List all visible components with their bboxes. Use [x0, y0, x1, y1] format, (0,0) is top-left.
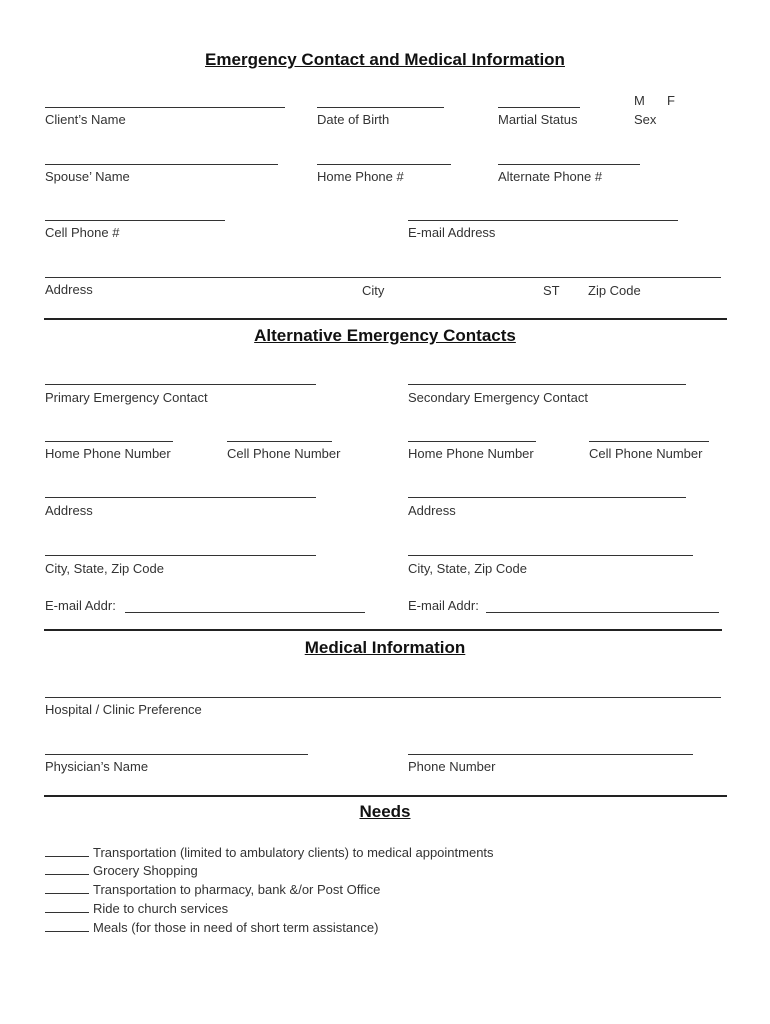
needs-heading: Needs — [359, 802, 411, 821]
primary-home-phone-field[interactable] — [45, 441, 173, 442]
primary-cell-phone-field[interactable] — [227, 441, 332, 442]
physician-phone-label: Phone Number — [408, 759, 496, 774]
primary-cell-phone-label: Cell Phone Number — [227, 446, 341, 461]
secondary-contact-label: Secondary Emergency Contact — [408, 390, 588, 405]
client-name-field[interactable] — [45, 107, 285, 108]
need-checkbox-blank[interactable] — [45, 845, 89, 857]
email-label: E-mail Address — [408, 225, 496, 240]
hospital-label: Hospital / Clinic Preference — [45, 702, 202, 717]
client-name-label: Client’s Name — [45, 112, 126, 127]
primary-contact-label: Primary Emergency Contact — [45, 390, 208, 405]
secondary-cell-phone-field[interactable] — [589, 441, 709, 442]
medical-heading: Medical Information — [304, 638, 466, 657]
section-divider — [44, 629, 722, 631]
need-item — [45, 920, 378, 936]
home-phone-field[interactable] — [317, 164, 451, 165]
dob-field[interactable] — [317, 107, 444, 108]
cell-phone-field[interactable] — [45, 220, 225, 221]
address-label: Address — [45, 282, 93, 297]
primary-email-label: E-mail Addr: — [45, 598, 116, 613]
dob-label: Date of Birth — [317, 112, 390, 127]
secondary-email-field[interactable] — [486, 612, 719, 613]
need-item — [45, 901, 228, 917]
section-divider — [44, 318, 727, 320]
need-item — [45, 882, 380, 898]
email-field[interactable] — [408, 220, 678, 221]
secondary-home-phone-field[interactable] — [408, 441, 536, 442]
need-item-label: Ride to church services — [93, 901, 229, 916]
need-checkbox-blank[interactable] — [45, 863, 89, 875]
need-checkbox-blank[interactable] — [45, 901, 89, 913]
physician-phone-field[interactable] — [408, 754, 693, 755]
secondary-csz-label: City, State, Zip Code — [408, 561, 527, 576]
primary-home-phone-label: Home Phone Number — [45, 446, 171, 461]
marital-status-field[interactable] — [498, 107, 580, 108]
zip-label: Zip Code — [588, 283, 641, 298]
primary-address-label: Address — [45, 503, 93, 518]
secondary-home-phone-label: Home Phone Number — [408, 446, 534, 461]
city-label: City — [362, 283, 385, 298]
state-label: ST — [543, 283, 560, 298]
marital-status-label: Martial Status — [498, 112, 578, 127]
alt-contacts-heading: Alternative Emergency Contacts — [254, 326, 516, 345]
spouse-name-field[interactable] — [45, 164, 278, 165]
secondary-address-label: Address — [408, 503, 456, 518]
need-item-label: Meals (for those in need of short term assistance) — [93, 920, 379, 935]
primary-csz-label: City, State, Zip Code — [45, 561, 164, 576]
primary-email-field[interactable] — [125, 612, 365, 613]
alternate-phone-label: Alternate Phone # — [498, 169, 603, 184]
physician-field[interactable] — [45, 754, 308, 755]
hospital-field[interactable] — [45, 697, 721, 698]
secondary-cell-phone-label: Cell Phone Number — [589, 446, 703, 461]
secondary-contact-field[interactable] — [408, 384, 686, 385]
home-phone-label: Home Phone # — [317, 169, 404, 184]
primary-address-field[interactable] — [45, 497, 316, 498]
need-item-label: Transportation (limited to ambulatory clients) to medical appointments — [93, 845, 494, 860]
cell-phone-label: Cell Phone # — [45, 225, 120, 240]
spouse-name-label: Spouse’ Name — [45, 169, 130, 184]
need-item-label: Transportation to pharmacy, bank &/or Post Office — [93, 882, 381, 897]
sex-option-m[interactable]: M — [634, 93, 645, 108]
need-item — [45, 845, 494, 861]
alternate-phone-field[interactable] — [498, 164, 640, 165]
address-field[interactable] — [45, 277, 721, 278]
need-item-label: Grocery Shopping — [93, 863, 198, 878]
primary-contact-field[interactable] — [45, 384, 316, 385]
need-checkbox-blank[interactable] — [45, 882, 89, 894]
secondary-address-field[interactable] — [408, 497, 686, 498]
secondary-email-label: E-mail Addr: — [408, 598, 479, 613]
need-item — [45, 863, 198, 879]
secondary-csz-field[interactable] — [408, 555, 693, 556]
sex-option-f[interactable]: F — [667, 93, 675, 108]
section-divider — [44, 795, 727, 797]
need-checkbox-blank[interactable] — [45, 920, 89, 932]
primary-csz-field[interactable] — [45, 555, 316, 556]
physician-label: Physician’s Name — [45, 759, 149, 774]
sex-label: Sex — [634, 112, 657, 127]
page-title: Emergency Contact and Medical Information — [205, 50, 565, 69]
